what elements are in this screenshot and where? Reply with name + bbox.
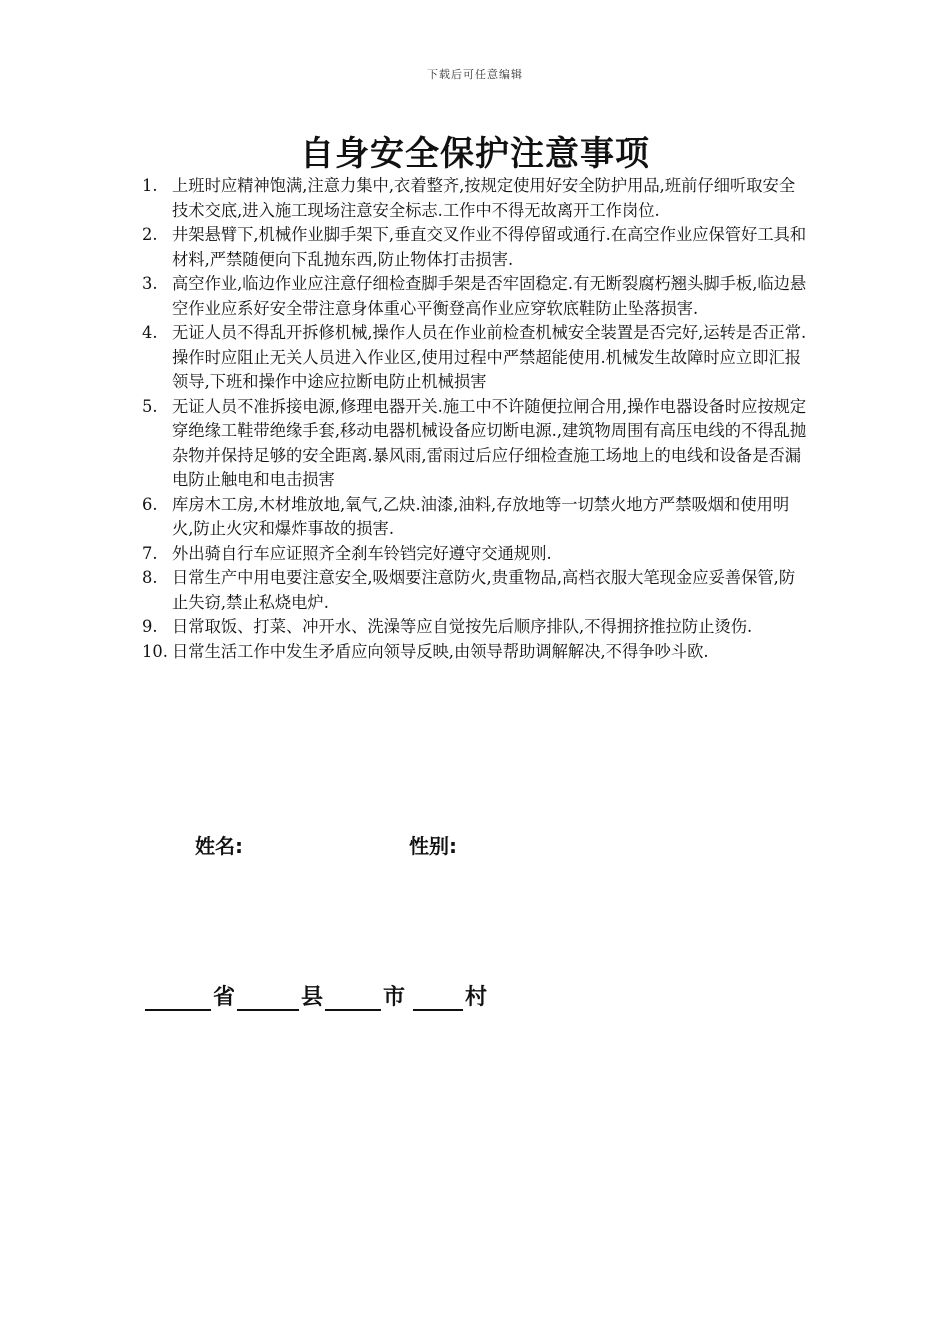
- list-item: [142, 321, 810, 395]
- item-text: 井架悬臂下,机械作业脚手架下,垂直交叉作业不得停留或通行.在高空作业应保管好工具和材料,严禁随便向下乱抛东西,防止物体打击损害.: [172, 225, 807, 269]
- list-item: [142, 566, 810, 615]
- list-item: [142, 174, 810, 223]
- village-blank: [413, 983, 463, 1011]
- item-number: 4.: [142, 323, 158, 342]
- item-number: 8.: [142, 568, 158, 587]
- item-number: 2.: [142, 225, 158, 244]
- list-item: [142, 542, 810, 567]
- item-text: 日常生活工作中发生矛盾应向领导反映,由领导帮助调解解决,不得争吵斗欧.: [172, 641, 709, 661]
- county-blank: [237, 983, 299, 1011]
- list-item: [142, 493, 810, 542]
- item-number: 9.: [142, 617, 158, 636]
- item-text: 库房木工房,木材堆放地,氧气,乙炔.油漆,油料,存放地等一切禁火地方严禁吸烟和使用明火,防止火灾和爆炸事故的损害.: [172, 494, 790, 538]
- list-item: [142, 272, 810, 321]
- item-number: 5.: [142, 396, 158, 416]
- item-number: 7.: [142, 543, 158, 563]
- province-label: 省: [213, 985, 236, 1010]
- list-item: [142, 640, 810, 665]
- city-label: 市: [383, 985, 406, 1010]
- header-note: 下载后可任意编辑: [427, 68, 523, 81]
- city-blank: [325, 983, 381, 1011]
- address-line: [145, 980, 489, 1011]
- safety-notice-list: [142, 174, 810, 664]
- item-text: 日常取饭、打菜、冲开水、洗澡等应自觉按先后顺序排队,不得拥挤推拉防止烫伤.: [172, 617, 753, 636]
- province-blank: [145, 983, 211, 1011]
- name-label: 姓名:: [195, 834, 243, 858]
- village-label: 村: [465, 985, 488, 1010]
- gender-label: 性别:: [409, 834, 457, 858]
- list-item: [142, 395, 810, 493]
- list-item: [142, 223, 810, 272]
- item-text: 上班时应精神饱满,注意力集中,衣着整齐,按规定使用好安全防护用品,班前仔细听取安全技术交底,进入施工现场注意安全标志.工作中不得无故离开工作岗位.: [172, 176, 796, 220]
- document-title: 自身安全保护注意事项: [300, 134, 650, 174]
- list-item: [142, 615, 810, 640]
- item-text: 高空作业,临边作业应注意仔细检查脚手架是否牢固稳定.有无断裂腐朽翘头脚手板,临边悬空作业应系好安全带注意身体重心平衡登高作业应穿软底鞋防止坠落损害.: [172, 274, 807, 318]
- county-label: 县: [301, 985, 324, 1010]
- item-text: 外出骑自行车应证照齐全刹车铃铛完好遵守交通规则.: [172, 543, 552, 563]
- item-number: 10.: [142, 641, 168, 661]
- item-text: 日常生产中用电要注意安全,吸烟要注意防火,贵重物品,高档衣服大笔现金应妥善保管,防止失窃,禁止私烧电炉.: [172, 568, 796, 612]
- item-text: 无证人员不得乱开拆修机械,操作人员在作业前检查机械安全装置是否完好,运转是否正常.操作时应阻止无关人员进入作业区,使用过程中严禁超能使用.机械发生故障时应立即汇报领导,下班和操作中途应拉断电防止机械损害: [172, 323, 807, 391]
- item-number: 6.: [142, 494, 158, 514]
- item-text: 无证人员不准拆接电源,修理电器开关.施工中不许随便拉闸合用,操作电器设备时应按规定穿绝缘工鞋带绝缘手套,移动电器机械设备应切断电源.,建筑物周围有高压电线的不得乱抛杂物并保持足够的安全距离.暴风雨,雷雨过后应仔细检查施工场地上的电线和设备是否漏电防止触电和电击损害: [172, 396, 807, 489]
- item-number: 1.: [142, 176, 158, 195]
- item-number: 3.: [142, 274, 158, 293]
